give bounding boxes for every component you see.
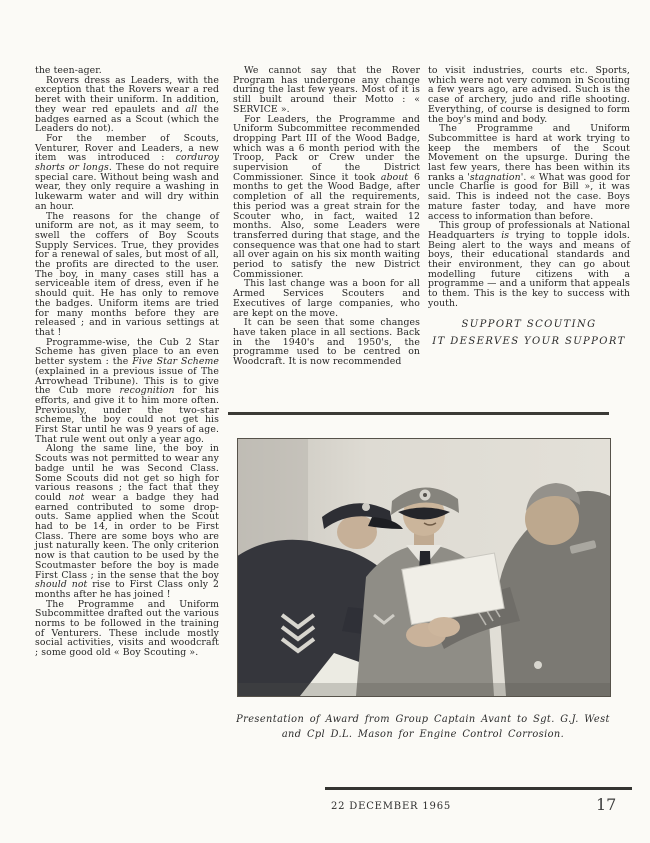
photo-caption-line-1: Presentation of Award from Group Captain Avant to Sgt. G.J. West [236,714,610,725]
text-column-1 [35,66,219,658]
paragraph: It can be seen that some changes have taken place in all sections. Back in the 1940's and 1950's, the programme used to be centred on Woodcraft. It is now recommended [233,317,420,368]
photo-illustration [238,439,610,696]
paragraph: Along the same line, the boy in Scouts was not permitted to wear any badge until he was Second Class. Some Scouts did not get so high for various reasons ; the fact that they could not wear a badge they had earned contributed to some drop-outs. Same applied when the Scout had to be 14, in order to be First Class. There are some boys who are just naturally keen. The only criterion now is that caution to be used by the Scoutmaster before the boy is made First Class ; in the sense that the boy should not rise to First Class only 2 months after he has joined ! [35,443,220,600]
page-number: 17 [596,795,617,814]
paragraph: the teen-ager. [35,65,102,76]
photo-caption [230,712,616,742]
paragraph: The Programme and Uniform Subcommittee is hard at work trying to keep the members of the Scout Movement on the upsurge. During the last few years, there has been within its ranks a 'stagnation'. « What was good for uncle Charlie is good for Bill », it was said. This is indeed not the case. Boys mature faster today, and have more access to information than before. [428,123,630,222]
horizontal-rule-above-photo [228,412,609,415]
paragraph: Programme-wise, the Cub 2 Star Scheme has given place to an even better system : the Five Star Scheme (explained in a previous issue of The Arrowhead Tribune). This is to give the Cub more recognition for his efforts, and give it to him more often. Previously, under the two-star scheme, the boy could not get his First Star until he was 9 years of age. That rule went out only a year ago. [35,336,219,445]
footer-date: 22 DECEMBER 1965 [331,801,452,812]
paragraph: Rovers dress as Leaders, with the exception that the Rovers wear a red beret with their uniform. In addition, they wear red epaulets and all the badges earned as a Scout (which the Leaders do not). [35,74,219,135]
paragraph: to visit industries, courts etc. Sports, which were not very common in Scouting a few years ago, are advised. Such is the case of archery, judo and rifle shooting. Everything, of course is designed to form the boy's mind and body. [428,65,630,125]
paragraph: We cannot say that the Rover Program has undergone any change during the last few years. Most of it is still built around their Motto : « SERVICE ». [233,65,420,115]
footer-rule [325,787,632,790]
paragraph: The Programme and Uniform Subcommittee drafted out the various norms to be followed in the training of Venturers. These include mostly social activities, visits and woodcraft ; some good old « Boy Scouting ». [35,598,219,659]
text-column-3-paragraphs [428,66,630,309]
award-presentation-photo [237,438,611,697]
paragraph: This group of professionals at National Headquarters is trying to topple idols. Being alert to the ways and means of boys, their educational standards and their environment, they can go about modelling future citizens with a programme — and a uniform that appeals to them. This is the key to success with youth. [428,220,630,309]
paragraph: The reasons for the change of uniform are not, as it may seem, to swell the coffers of Boy Scouts Supply Services. True, they provides for a renewal of sales, but most of all, the profits are directed to the user. The boy, in many cases still has a serviceable item of dress, even if he should quit. He has only to remove the badges. Uniform items are tried for many months before they are released ; and in various settings at that ! [35,210,219,338]
paragraph: For Leaders, the Programme and Uniform Subcommittee recommended dropping Part III of the Wood Badge, which was a 6 month period with the Troop, Pack or Crew under the supervision of the District Commissioner. Since it took about 6 months to get the Wood Badge, after completion of all the requirements, this period was a great strain for the Scouter who, in fact, waited 12 months. Also, some Leaders were transferred during that stage, and the consequence was that one had to start all over again on his six month waiting period to satisfy the new District Commissioner. [233,113,420,280]
paragraph: This last change was a boon for all Armed Services Scouters and Executives of large companies, who are kept on the move. [233,278,420,319]
slogan-line-2: IT DESERVES YOUR SUPPORT [432,335,626,347]
support-scouting-slogan [428,319,630,347]
slogan-line-1: SUPPORT SCOUTING [461,318,597,330]
photo-caption-line-2: and Cpl D.L. Mason for Engine Control Corrosion. [281,729,565,740]
paragraph: For the member of Scouts, Venturer, Rover and Leaders, a new item was introduced : corduroy shorts or longs. These do not require special care. Without being wash and wear, they only require a washing in lukewarm water and will dry within an hour. [35,132,219,212]
text-column-2 [233,66,420,367]
text-column-3 [428,66,630,353]
